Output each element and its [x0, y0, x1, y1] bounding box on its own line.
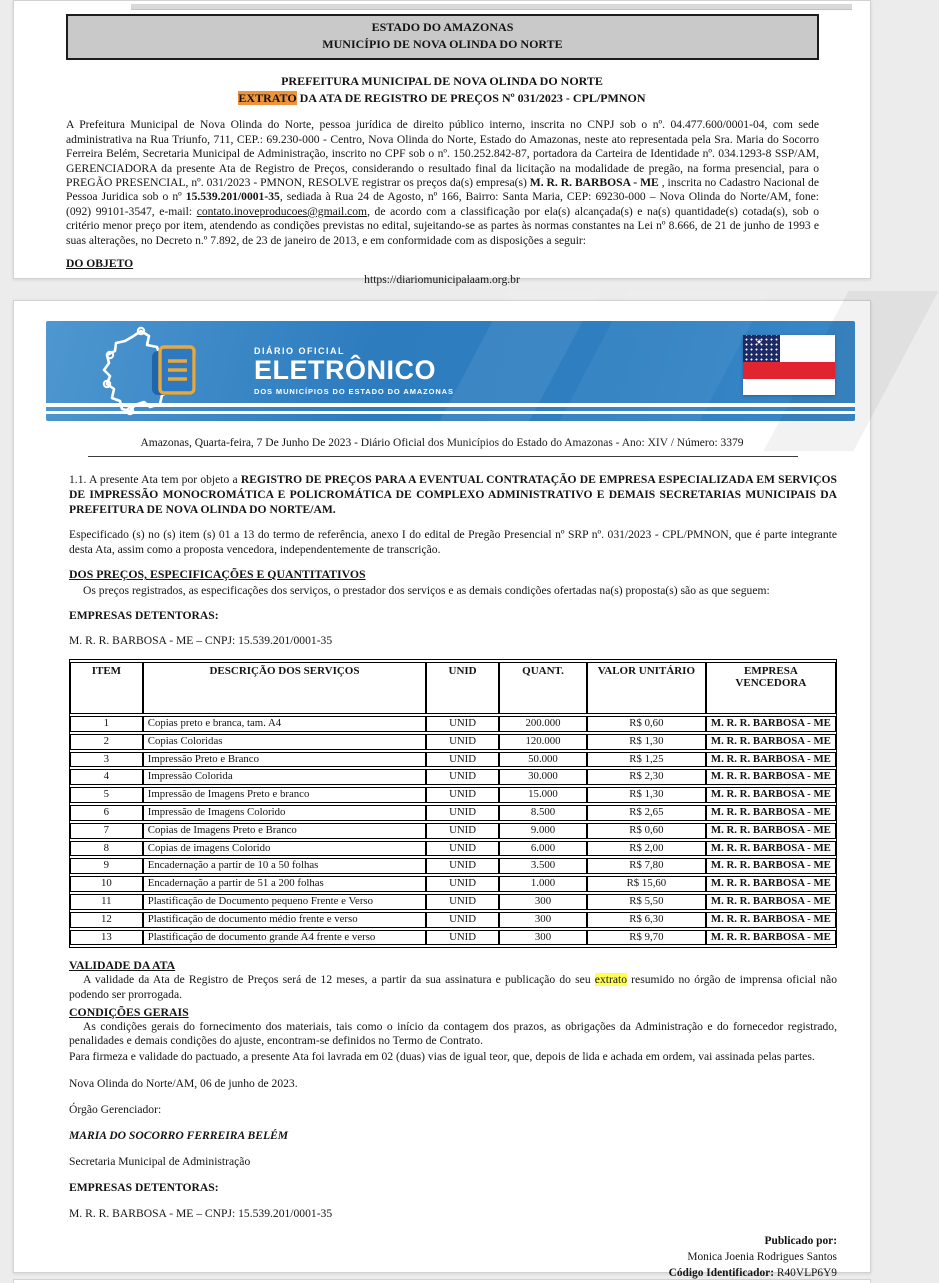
cell-empresa: M. R. R. BARBOSA - ME	[706, 716, 836, 732]
cell-descricao: Encadernação a partir de 51 a 200 folhas	[143, 876, 426, 892]
cell-descricao: Encadernação a partir de 10 a 50 folhas	[143, 858, 426, 874]
cell-quant: 8.500	[499, 805, 587, 821]
table-row	[70, 752, 836, 768]
cell-empresa: M. R. R. BARBOSA - ME	[706, 858, 836, 874]
table-row	[70, 841, 836, 857]
logo-line-eletronico: ELETRÔNICO	[254, 355, 437, 386]
do-objeto-heading: DO OBJETO	[66, 257, 134, 271]
empresa-cnpj-line-2: M. R. R. BARBOSA - ME – CNPJ: 15.539.201/0001-35	[69, 1207, 333, 1221]
empresas-detentoras-heading: EMPRESAS DETENTORAS:	[69, 608, 219, 622]
clause-1-1: 1.1. A presente Ata tem por objeto a REGISTRO DE PREÇOS PARA A EVENTUAL CONTRATAÇÃO DE EMPRESA ESPECIALIZADA EM SERVIÇOS DE IMPRESSÃO MONOCROMÁTICA E POLICROMÁTICA DE COMPLEXO ADMINISTRATIVO E DEMAIS SECRETARIAS MUNICIPAIS DA PREFEITURA DE NOVA OLINDA DO NORTE/AM.	[69, 473, 837, 516]
precos-paragraph: Os preços registrados, as especificações dos serviços, o prestador dos serviços e as demais condições ofertadas na(s) proposta(s) são as que seguem:	[83, 584, 770, 598]
validade-paragraph: A validade da Ata de Registro de Preços será de 12 meses, a partir da sua assinatura e publicação do seu extrato resumido no órgão de imprensa oficial não podendo ser prorrogada.	[69, 973, 837, 1001]
cell-unid: UNID	[426, 805, 499, 821]
cell-valor: R$ 7,80	[587, 858, 706, 874]
cell-quant: 120.000	[499, 734, 587, 750]
published-by-label: Publicado por:	[764, 1235, 837, 1248]
amazonas-flag	[743, 335, 835, 395]
precos-heading: DOS PREÇOS, ESPECIFICAÇÕES E QUANTITATIVOS	[69, 567, 366, 582]
logo-line-municipios: DOS MUNICÍPIOS DO ESTADO DO AMAZONAS	[254, 386, 454, 396]
cell-empresa: M. R. R. BARBOSA - ME	[706, 805, 836, 821]
cell-valor: R$ 15,60	[587, 876, 706, 892]
document-page-1	[13, 0, 871, 287]
cell-item: 8	[70, 841, 143, 857]
state-header-line2: MUNICÍPIO DE NOVA OLINDA DO NORTE	[322, 37, 563, 52]
cell-valor: R$ 2,65	[587, 805, 706, 821]
banner-logo	[94, 327, 454, 415]
cell-unid: UNID	[426, 752, 499, 768]
cell-item: 2	[70, 734, 143, 750]
cell-item: 4	[70, 769, 143, 785]
gazette-url[interactable]: https://diariomunicipalaam.org.br	[364, 273, 520, 287]
cell-descricao: Plastificação de documento médio frente e verso	[143, 912, 426, 928]
table-row	[70, 769, 836, 785]
cell-unid: UNID	[426, 823, 499, 839]
table-row	[70, 787, 836, 803]
cell-quant: 50.000	[499, 752, 587, 768]
table-row	[70, 912, 836, 928]
flag-red-stripe	[743, 362, 835, 379]
cell-empresa: M. R. R. BARBOSA - ME	[706, 912, 836, 928]
condicoes-heading: CONDIÇÕES GERAIS	[69, 1004, 189, 1019]
cell-empresa: M. R. R. BARBOSA - ME	[706, 894, 836, 910]
cell-descricao: Copias preto e branca, tam. A4	[143, 716, 426, 732]
orgao-gerenciador-label: Órgão Gerenciador:	[69, 1103, 162, 1117]
table-row	[70, 876, 836, 892]
extrato-highlight-yellow: extrato	[594, 973, 627, 987]
title-line1: PREFEITURA MUNICIPAL DE NOVA OLINDA DO NORTE	[281, 73, 603, 88]
cell-item: 11	[70, 894, 143, 910]
empresas-detentoras-heading-2: EMPRESAS DETENTORAS:	[69, 1181, 219, 1195]
signer-role: Secretaria Municipal de Administração	[69, 1155, 251, 1169]
cell-quant: 9.000	[499, 823, 587, 839]
cell-quant: 300	[499, 894, 587, 910]
cell-quant: 300	[499, 912, 587, 928]
cell-descricao: Impressão Colorida	[143, 769, 426, 785]
banner-double-lines	[46, 403, 855, 414]
price-table-body	[70, 716, 836, 945]
company-name-bold: M. R. R. BARBOSA - ME	[529, 176, 659, 189]
table-header-row	[70, 662, 836, 714]
cell-unid: UNID	[426, 787, 499, 803]
validade-heading: VALIDADE DA ATA	[69, 958, 176, 973]
cell-quant: 30.000	[499, 769, 587, 785]
document-page-2	[13, 300, 871, 1280]
table-row	[70, 716, 836, 732]
cell-descricao: Copias de Imagens Preto e Branco	[143, 823, 426, 839]
flag-canton	[743, 335, 780, 362]
cell-valor: R$ 6,30	[587, 912, 706, 928]
logo-line-diario-oficial: DIÁRIO OFICIAL	[254, 346, 345, 357]
cell-item: 6	[70, 805, 143, 821]
header-descricao: DESCRIÇÃO DOS SERVIÇOS	[143, 662, 426, 714]
cell-quant: 1.000	[499, 876, 587, 892]
spec-paragraph: Especificado (s) no (s) item (s) 01 a 13 do termo de referência, anexo I do edital de Pregão Presencial nº SRP nº. 031/2023 - CPL/PMNON, que é parte integrante desta Ata, assim como a proposta vencedora, independentemente de transcrição.	[69, 528, 837, 556]
cell-unid: UNID	[426, 912, 499, 928]
cell-valor: R$ 9,70	[587, 930, 706, 946]
preamble-paragraph: A Prefeitura Municipal de Nova Olinda do Norte, pessoa jurídica de direito público interno, inscrita no CNPJ sob o nº. 04.477.600/0001-04, com sede administrativa na Rua Triunfo, 711, CEP.: 69.230-000 - Centro, Nova Olinda do Norte, Estado do Amazonas, neste ato representada pela Sra. Maria do Socorro Ferreira Belém, Secretaria Municipal de Administração, inscrito no CPF sob o nº. 150.252.842-87, portadora da Carteira de Identidade nº. 034.1293-8 SSP/AM, GERENCIADORA da presente Ata de Registro de Preços, considerando o resultado final da licitação na modalidade de pregão, na forma presencial, para o PREGÃO PRESENCIAL, nº. 031/2023 - PMNON, RESOLVE registrar os preços da(s) empresa(s) M. R. R. BARBOSA - ME , inscrita no Cadastro Nacional de Pessoa Juridica sob o nº 15.539.201/0001-35, sediada à Rua 24 de Agosto, nº 166, Bairro: Santa Maria, CEP: 69230-000 – Nova Olinda do Norte/AM, fone: (092) 99101-3547, e-mail: contato.inoveproducoes@gmail.com, de acordo com a classificação por ela(s) alcançada(s) e na(s) quantidade(s) cotada(s), sob o critério menor preço por item, atendendo as condições previstas no edital, sujeitando-se as partes às normas constantes na Lei nº 8.666, de 21 de junho de 1993 e suas alterações, no Decreto n.º 7.892, de 23 de janeiro de 2013, e em conformidade com as disposições a seguir:	[66, 118, 820, 247]
cell-descricao: Impressão de Imagens Colorido	[143, 805, 426, 821]
email-link[interactable]: contato.inoveproducoes@gmail.com	[196, 204, 368, 218]
cell-unid: UNID	[426, 894, 499, 910]
cell-unid: UNID	[426, 716, 499, 732]
cell-descricao: Impressão de Imagens Preto e branco	[143, 787, 426, 803]
cell-item: 9	[70, 858, 143, 874]
previous-content-edge	[131, 4, 852, 10]
signer-name: MARIA DO SOCORRO FERREIRA BELÉM	[69, 1129, 289, 1143]
banner-logo-text	[254, 346, 454, 395]
cell-quant: 6.000	[499, 841, 587, 857]
condicoes-paragraph-1: As condições gerais do fornecimento dos materiais, tais como o início da contagem dos prazos, as obrigações da Administração e do fornecedor registrado, penalidades e demais condições do ajuste, encontram-se definidos no Termo de Contrato.	[69, 1019, 837, 1048]
cell-empresa: M. R. R. BARBOSA - ME	[706, 734, 836, 750]
state-header-line1: ESTADO DO AMAZONAS	[371, 20, 514, 34]
cell-descricao: Plastificação de Documento pequeno Frente e Verso	[143, 894, 426, 910]
diario-oficial-banner	[46, 321, 855, 421]
header-item: ITEM	[70, 662, 143, 714]
cell-unid: UNID	[426, 769, 499, 785]
cnpj-bold: 15.539.201/0001-35	[185, 190, 280, 204]
table-row	[70, 734, 836, 750]
empresa-cnpj-line: M. R. R. BARBOSA - ME – CNPJ: 15.539.201/0001-35	[69, 634, 333, 648]
cell-empresa: M. R. R. BARBOSA - ME	[706, 769, 836, 785]
cell-descricao: Impressão Preto e Branco	[143, 752, 426, 768]
cell-empresa: M. R. R. BARBOSA - ME	[706, 876, 836, 892]
city-date-line: Nova Olinda do Norte/AM, 06 de junho de 2023.	[69, 1077, 298, 1091]
extrato-highlight: EXTRATO	[238, 90, 297, 105]
state-header-box	[66, 14, 819, 60]
cell-unid: UNID	[426, 734, 499, 750]
cell-item: 12	[70, 912, 143, 928]
table-row	[70, 930, 836, 946]
cell-descricao: Copias Coloridas	[143, 734, 426, 750]
cell-valor: R$ 1,30	[587, 734, 706, 750]
header-valor: VALOR UNITÁRIO	[587, 662, 706, 714]
dateline-rule	[88, 456, 798, 457]
cell-item: 5	[70, 787, 143, 803]
cell-valor: R$ 1,30	[587, 787, 706, 803]
identifier-code: R40VLP6Y9	[774, 1267, 837, 1280]
table-row	[70, 823, 836, 839]
table-row	[70, 805, 836, 821]
cell-valor: R$ 0,60	[587, 716, 706, 732]
cell-quant: 15.000	[499, 787, 587, 803]
flag-star: ★	[756, 338, 763, 346]
published-block	[69, 1234, 837, 1282]
header-empresa: EMPRESA VENCEDORA	[706, 662, 836, 714]
object-description-bold: REGISTRO DE PREÇOS PARA A EVENTUAL CONTRATAÇÃO DE EMPRESA ESPECIALIZADA EM SERVIÇOS DE IMPRESSÃO MONOCROMÁTICA E POLICROMÁTICA DE COMPLEXO ADMINISTRATIVO E DEMAIS SECRETARIAS MUNICIPAIS DA PREFEITURA DE NOVA OLINDA DO NORTE/AM.	[69, 473, 837, 516]
table-row	[70, 894, 836, 910]
cell-item: 13	[70, 930, 143, 946]
cell-descricao: Plastificação de documento grande A4 frente e verso	[143, 930, 426, 946]
published-by-name: Monica Joenia Rodrigues Santos	[687, 1251, 837, 1264]
cell-empresa: M. R. R. BARBOSA - ME	[706, 930, 836, 946]
header-quant: QUANT.	[499, 662, 587, 714]
header-unid: UNID	[426, 662, 499, 714]
cell-unid: UNID	[426, 841, 499, 857]
cell-quant: 3.500	[499, 858, 587, 874]
cell-quant: 300	[499, 930, 587, 946]
cell-empresa: M. R. R. BARBOSA - ME	[706, 752, 836, 768]
table-row	[70, 858, 836, 874]
cell-valor: R$ 0,60	[587, 823, 706, 839]
identifier-label: Código Identificador:	[668, 1267, 775, 1280]
cell-descricao: Copias de imagens Colorido	[143, 841, 426, 857]
cell-unid: UNID	[426, 930, 499, 946]
cell-empresa: M. R. R. BARBOSA - ME	[706, 841, 836, 857]
cell-item: 10	[70, 876, 143, 892]
cell-unid: UNID	[426, 858, 499, 874]
identifier-line	[69, 1266, 837, 1282]
cell-item: 7	[70, 823, 143, 839]
cell-unid: UNID	[426, 876, 499, 892]
page2-content	[14, 472, 870, 1282]
cell-valor: R$ 5,50	[587, 894, 706, 910]
cell-quant: 200.000	[499, 716, 587, 732]
gazette-dateline: Amazonas, Quarta-feira, 7 De Junho De 2023 - Diário Oficial dos Municípios do Estado do Amazonas - Ano: XIV / Número: 3379	[140, 437, 744, 449]
document-title	[14, 73, 870, 107]
price-table	[70, 660, 836, 947]
document-icon	[152, 347, 196, 395]
cell-valor: R$ 2,30	[587, 769, 706, 785]
cell-valor: R$ 1,25	[587, 752, 706, 768]
cell-valor: R$ 2,00	[587, 841, 706, 857]
condicoes-paragraph-2: Para firmeza e validade do pactuado, a presente Ata foi lavrada em 02 (duas) vias de igual teor, que, depois de lida e achada em ordem, vai assinada pelas partes.	[69, 1049, 815, 1063]
cell-item: 3	[70, 752, 143, 768]
cell-empresa: M. R. R. BARBOSA - ME	[706, 823, 836, 839]
title-line2: EXTRATO DA ATA DE REGISTRO DE PREÇOS Nº 031/2023 - CPL/PMNON	[238, 90, 646, 105]
cell-item: 1	[70, 716, 143, 732]
cell-empresa: M. R. R. BARBOSA - ME	[706, 787, 836, 803]
price-table-wrapper	[69, 659, 837, 948]
amazonas-map-icon	[94, 327, 244, 415]
